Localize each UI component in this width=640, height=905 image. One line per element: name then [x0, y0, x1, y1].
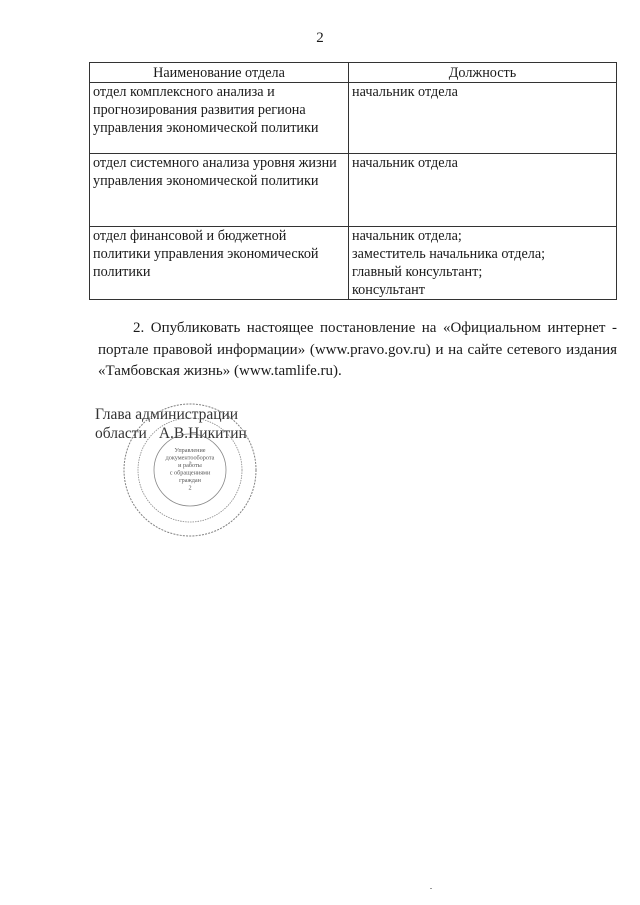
- publication-paragraph: 2. Опубликовать настоящее постановление на «Официальном интернет - портале правовой информации» (www.pravo.gov.ru) и на сайте сетевого издания «Тамбовская жизнь» (www.tamlife.ru).: [98, 320, 617, 379]
- position-cell: начальник отдела: [349, 154, 617, 227]
- scan-artifact: [430, 888, 432, 889]
- stamp-text-line: документооборота: [165, 454, 215, 462]
- signature-title-line1: Глава администрации: [95, 406, 239, 423]
- signature-title-region: области: [95, 425, 147, 442]
- position-cell: начальник отдела: [349, 83, 617, 154]
- position-line: главный консультант;: [352, 264, 483, 280]
- department-cell: отдел системного анализа уровня жизни управления экономической политики: [90, 154, 349, 227]
- department-cell: отдел финансовой и бюджетной политики управления экономической политики: [90, 227, 349, 300]
- stamp-text-line: 2: [188, 484, 192, 492]
- table-row: [90, 154, 617, 227]
- header-position: Должность: [349, 63, 617, 83]
- departments-table: [89, 62, 617, 300]
- department-cell: отдел комплексного анализа и прогнозирования развития региона управления экономической политики: [90, 83, 349, 154]
- stamp-text-line: и работы: [178, 462, 202, 469]
- table-header-row: [90, 63, 617, 83]
- position-line: консультант: [352, 282, 425, 298]
- table-row: [90, 227, 617, 300]
- header-department: Наименование отдела: [90, 63, 349, 83]
- page-number: 2: [316, 30, 324, 46]
- signatory-name: А.В.Никитин: [158, 425, 247, 442]
- position-line: заместитель начальника отдела;: [352, 246, 546, 262]
- stamp-text-line: Управление: [174, 447, 206, 454]
- stamp-text-line: с обращениями: [169, 469, 211, 477]
- stamp-text-line: граждан: [179, 477, 201, 484]
- official-stamp: [120, 400, 260, 540]
- position-cell: [349, 227, 617, 300]
- position-line: начальник отдела;: [352, 228, 462, 244]
- table-row: [90, 83, 617, 154]
